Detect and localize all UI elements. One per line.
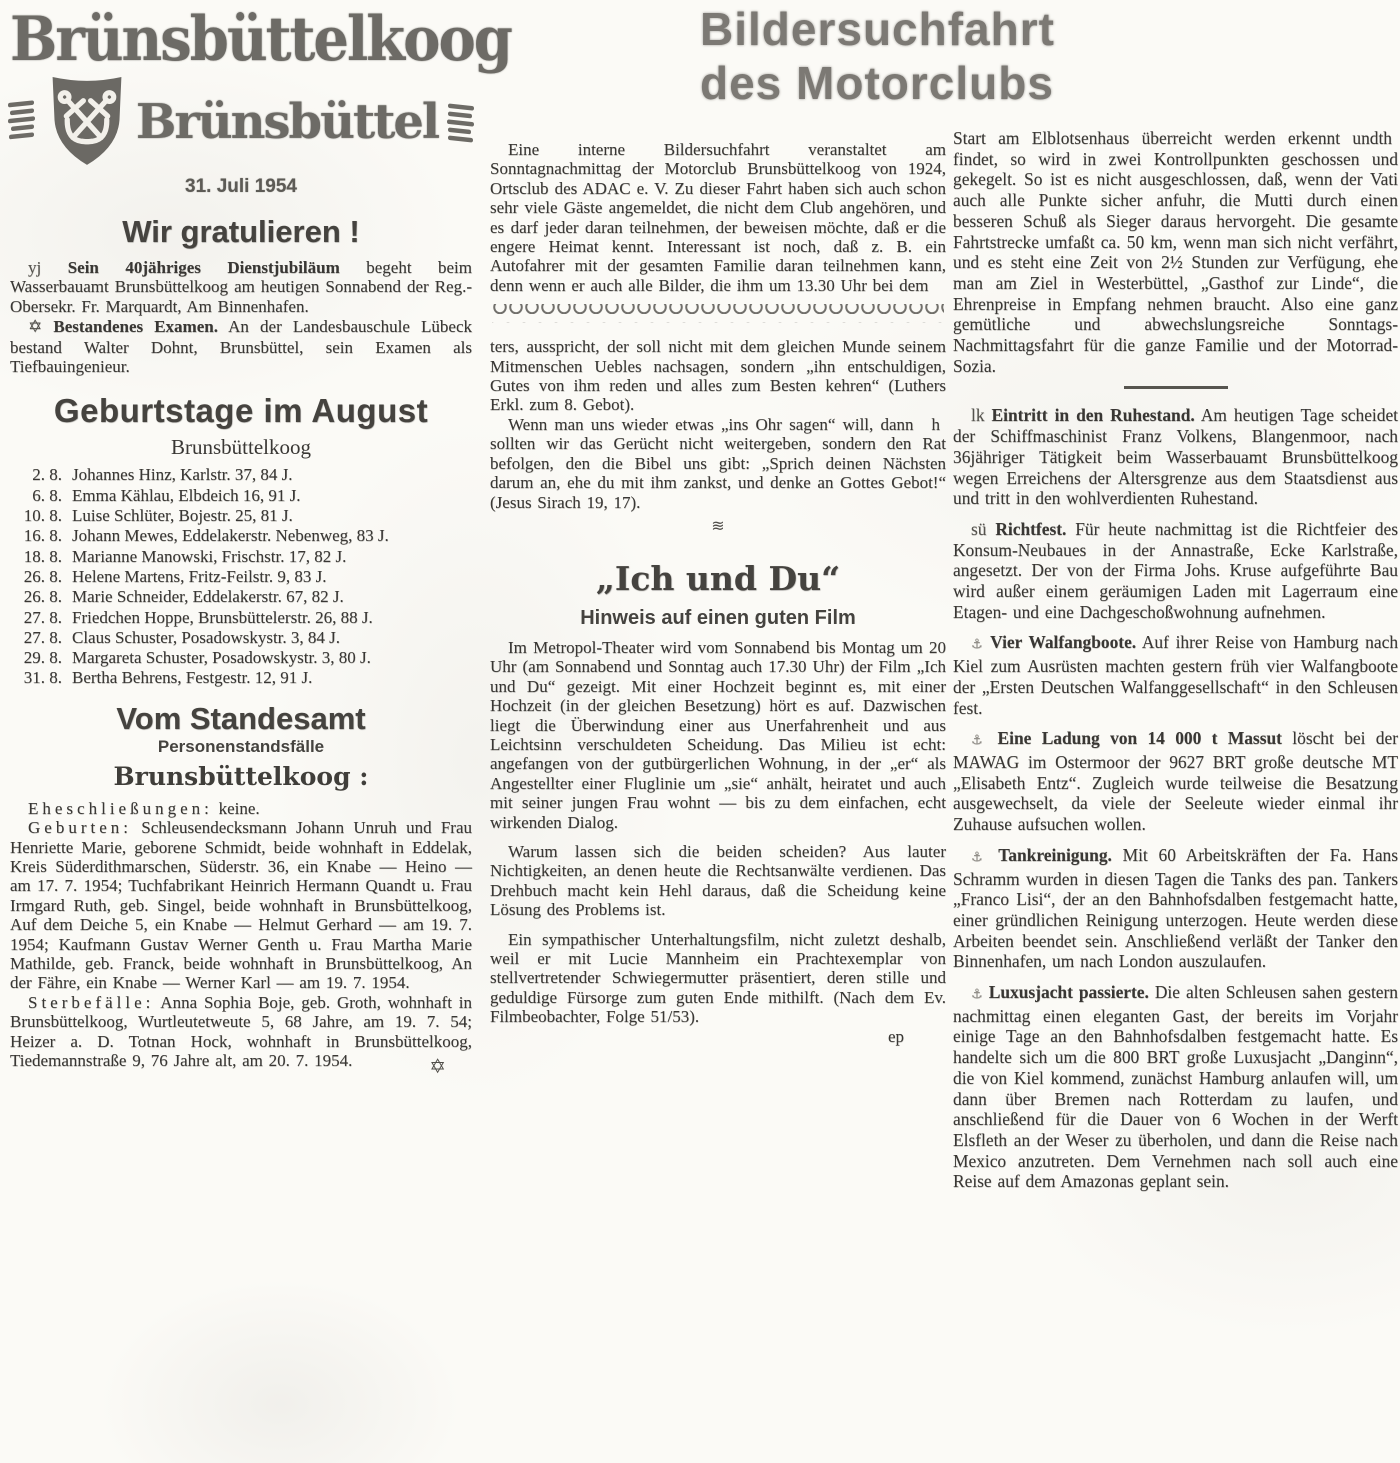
middle-column	[490, 0, 946, 1046]
list-item	[10, 506, 472, 526]
standesamt-place: Brunsbüttelkoog :	[113, 761, 369, 791]
birthday-list	[10, 465, 472, 688]
issue-date: 31. Juli 1954	[185, 176, 297, 197]
birthday-text: Bertha Behrens, Festgestr. 12, 91 J.	[72, 668, 313, 688]
news-item-tankreinigung	[953, 845, 1398, 972]
ship-siglum-icon: ⚓	[971, 733, 988, 749]
list-item	[10, 486, 472, 506]
list-item	[10, 668, 472, 688]
sterbe-text: Anna Sophia Boje, geb. Groth, wohnhaft in Brunsbüttelkoog, Wurtleutetweute 5, 68 Jahre, am 19. 7. 54; Heizer a. D. Totnan Hock, wohnhaft in Brunsbüttelkoog, Tiedemannstraße 9, 76 Jahre alt, am 20. 7. 1954.	[10, 992, 473, 1070]
list-item	[10, 526, 472, 546]
news-item-richtfest	[953, 519, 1398, 623]
section-heading-gratulieren: Wir gratulieren !	[122, 214, 360, 249]
main-headline-line1: Bildersuchfahrt	[700, 3, 1055, 55]
news-item-luxusjacht	[953, 982, 1398, 1192]
motorclub-continuation-paragraph	[953, 128, 1398, 376]
star-ornament-icon: ✡	[429, 1054, 446, 1079]
birthday-date: 10. 8.	[23, 506, 62, 526]
news-text: Für heute nachmittag ist die Richtfeier des Konsum-Neubaues in der Annastraße, Ecke Karlstraße, angesetzt. Der von der Firma Johs. Kruse aufgeführte Bau wird außer einem geräumigen Laden mit Lagerraum eine Etagen- und eine Dachgeschoßwohnung aufnehmen.	[953, 518, 1398, 622]
geburtstage-subheading: Brunsbüttelkoog	[171, 435, 311, 460]
correspondent-siglum: sü	[971, 518, 987, 539]
list-item	[10, 648, 472, 668]
birthday-date: 29. 8.	[23, 648, 62, 668]
news-item-ruhestand	[953, 405, 1398, 509]
birthday-text: Marianne Manowski, Frischstr. 17, 82 J.	[72, 546, 347, 566]
birthday-text: Margareta Schuster, Posadowskystr. 3, 80 J.	[72, 648, 371, 668]
correspondent-siglum: lk	[971, 405, 985, 426]
birthday-date: 27. 8.	[23, 607, 62, 627]
list-item	[10, 628, 472, 648]
birthday-date: 16. 8.	[23, 526, 62, 546]
news-text: Auf ihrer Reise von Hamburg nach Kiel zum Ausrüsten machten gestern früh vier Walfangboote der „Ersten Deutschen Walfanggesellschaft“ in den Schleusen fest.	[953, 632, 1399, 718]
sterbe-lead: Sterbefälle:	[28, 992, 155, 1012]
birthday-date: 6. 8.	[32, 485, 62, 505]
news-text: Die alten Schleusen sahen gestern nachmittag einen eleganten Gast, der bereits im Vorjahr einige Tage an den Bahnhofsdalben festgemacht hatte. Es handelte sich um die 800 BRT große Luxusjacht „Danginn“, die von Kiel kommend, zunächst Hamburg anlaufen will, um dann über Bremen nach Rotterdam zu laufen, und anschließend für die Dauer von 6 Wochen in der Werft Elsfleth an der Weser zu überholen, und dann die Reise nach Mexico anzutreten. Dem Vernehmen nach soll auch eine Reise auf dem Amazonas geplant sein.	[953, 982, 1399, 1192]
motorclub-paragraph-3	[490, 415, 946, 512]
birthday-date: 2. 8.	[32, 465, 62, 485]
list-item	[10, 567, 472, 587]
motorclub-text-3: Wenn man uns wieder etwas „ins Ohr sagen“ will, dann sollten wir das Gerücht nicht weitergeben, sondern den Rat befolgen, den die Bibel uns gibt: „Sprich deinen Nächsten darum an, ehe du mit ihm zankst, und denke an Gottes Gebot!“ (Jesus Sirach 19, 17).	[490, 414, 946, 512]
byline-h: h	[931, 414, 940, 434]
birthday-text: Friedchen Hoppe, Brunsbüttelerstr. 26, 88 J.	[72, 607, 373, 627]
gratulieren-text-2: An der Landesbauschule Lübeck bestand Walter Dohnt, Brunsbüttel, sein Examen als Tiefbauingenieur.	[10, 317, 473, 377]
news-lead: Richtfest.	[995, 518, 1067, 539]
news-lead: Vier Walfangboote.	[990, 632, 1137, 653]
news-item-massut	[953, 728, 1398, 835]
squiggle-ornament-icon: ≋	[711, 515, 725, 535]
birthday-text: Marie Schneider, Eddelakerstr. 67, 82 J.	[72, 587, 344, 607]
news-text: Am heutigen Tage scheidet der Schiffmaschinist Franz Volkens, Blangenmoor, nach 36jähriger Tätigkeit beim Wasserbauamt Brunsbüttelkoog wegen Erreichens der Altersgrenze aus dem Staatsdienst aus und tritt in den wohlverdienten Ruhestand.	[953, 405, 1399, 509]
masthead-title: Brünsbüttelkoog	[10, 3, 511, 75]
gratulieren-text-1: begeht beim Wasserbauamt Brunsbüttelkoog am heutigen Sonnabend der Reg.-Obersekr. Fr. Marquardt, Am Binnenhafen.	[10, 258, 473, 316]
film-subtitle: Hinweis auf einen guten Film	[580, 606, 856, 629]
standesamt-geburten-paragraph	[10, 818, 472, 993]
list-item	[10, 547, 472, 567]
birthday-date: 27. 8.	[23, 627, 62, 647]
left-column	[10, 0, 511, 1079]
correspondent-siglum: yj	[28, 258, 42, 277]
gratulieren-lead-1: Sein 40jähriges Dienstjubiläum	[67, 258, 340, 277]
birthday-date: 26. 8.	[23, 566, 62, 586]
news-lead: Eintritt in den Ruhestand.	[991, 405, 1195, 426]
standesamt-ehe-paragraph	[10, 799, 472, 818]
birthday-text: Claus Schuster, Posadowskystr. 3, 84 J.	[72, 627, 341, 647]
birthday-text: Emma Kählau, Elbdeich 16, 91 J.	[72, 485, 301, 505]
star-ornament-icon: ✡	[28, 317, 43, 338]
birthday-date: 26. 8.	[23, 587, 62, 607]
news-lead: Eine Ladung von 14 000 t Massut	[997, 728, 1282, 749]
gratulieren-paragraph-2	[10, 317, 472, 376]
list-item	[10, 587, 472, 607]
birthday-date: 31. 8.	[23, 668, 62, 688]
film-paragraph-2: Warum lassen sich die beiden scheiden? Aus lauter Nichtigkeiten, an denen heute die Rechtsanwälte verdienen. Das Drehbuch macht kein Hehl daraus, daß die Scheidung keine Lösung des Problems ist.	[490, 841, 946, 920]
ehe-lead: Eheschließungen:	[28, 798, 213, 818]
right-column	[953, 0, 1398, 1192]
gratulieren-lead-2: Bestandenes Examen.	[53, 317, 218, 337]
standesamt-subheading: Personenstandsfälle	[157, 736, 325, 756]
geburten-lead: Geburten:	[28, 818, 132, 838]
ship-siglum-icon: ⚓	[971, 987, 983, 1003]
byline-ep: ep	[887, 1026, 904, 1046]
list-item	[10, 465, 472, 485]
birthday-text: Johann Mewes, Eddelakerstr. Nebenweg, 83 J.	[72, 526, 389, 546]
wave-divider	[492, 304, 944, 323]
gratulieren-paragraph-1	[10, 258, 472, 316]
section-heading-standesamt: Vom Standesamt	[116, 700, 366, 736]
section-heading-geburtstage: Geburtstage im August	[53, 392, 429, 430]
fringe-right-icon	[444, 97, 474, 148]
film-title: „Ich und Du“	[595, 558, 841, 598]
byline-th: th	[1378, 128, 1392, 148]
geburten-text: Schleusendecksmann Johann Unruh und Frau Henriette Marie, geborene Schmidt, beide wohnhaft in Eddelak, Kreis Süderdithmarschen, Süderstr. 36, ein Knabe — Heino — am 17. 7. 1954; Tuchfabrikant Heinrich Hermann Quandt u. Frau Irmgard Ruth, geb. Singel, beide wohnhaft in Brunsbüttelkoog, Auf dem Deiche 5, ein Knabe — Helmut Gerhard — am 19. 7. 1954; Kaufmann Gustav Werner Genth u. Frau Martha Marie Mathilde, geb. Franck, beide wohnhaft in Brunsbüttelkoog, An der Fähre, ein Knabe — Werner Karl — am 19. 7. 1954.	[10, 818, 473, 993]
section-rule	[1124, 386, 1228, 389]
news-text: Mit 60 Arbeitskräften der Fa. Hans Schramm wurden in diesen Tagen die Tanks des pan. Tankers „Franco Lisi“, der an den Bahnhofsdalben festgemacht hatte, einer gründlichen Reinigung unterzogen. Heute werden diese Arbeiten beendet sein. Anschließend verläßt der Tanker den Binnenhafen, um nach London auszulaufen.	[953, 844, 1399, 972]
motorclub-continuation-text: Start am Elblotsenhaus überreicht werden erkennt und findet, so wird in zwei Kontrollpunkten geschossen und gekegelt. So ist es nicht ausgeschlossen, daß, wenn der Vati auch alle Punkte sicher anfuhr, die Mutti durch einen besseren Schuß als Sieger daraus hervorgeht. Die gesamte Fahrtstrecke umfaßt ca. 50 km, wenn man sich nicht verfährt, und es steht eine Zeit von 2½ Stunden zur Verfügung, ehe man am Ziel in Westerbüttel, „Gasthof zur Linde“, die Ehrenpreise in Empfang nehmen braucht. Also eine ganz gemütliche und abwechslungsreiche Sonntags-Nachmittagsfahrt für die ganze Familie und der Motorrad-Sozia.	[953, 128, 1398, 376]
news-lead: Luxusjacht passierte.	[988, 982, 1149, 1003]
news-lead: Tankreinigung.	[998, 844, 1112, 865]
ship-siglum-icon: ⚓	[971, 849, 988, 865]
film-paragraph-3: Ein sympathischer Unterhaltungsfilm, nicht zuletzt deshalb, weil er mit Lucie Mannheim ein Prachtexemplar von stellvertretender Schwiegermutter präsentiert, deren stille und geduldige Fürsorge zum guten Ende mithilft. (Nach dem Ev. Filmbeobachter, Folge 51/53).	[490, 929, 946, 1027]
film-paragraph-1: Im Metropol-Theater wird vom Sonnabend bis Montag um 20 Uhr (am Sonnabend und Sonntag auch 17.30 Uhr) der Film „Ich und Du“ gezeigt. Mit einer Hochzeit beginnt es, mit einer Hochzeit (in der gleichen Besetzung) hört es auf. Dazwischen liegt die Überwindung einer aus Unerfahrenheit und aus Leichtsinn verschuldeten Scheidung. Das Milieu ist echt: angefangen von der gutbürgerlichen Wohnung, in der „er“ als Angestellter einer Fluglinie um „sie“ anhält, heiratet und auch mit seiner jungen Frau wohnt — bis zu dem einfachen, echt wirkenden Dialog.	[490, 637, 946, 832]
ship-siglum-icon: ⚓	[971, 637, 984, 653]
motorclub-paragraph-2: ters, ausspricht, der soll nicht mit dem gleichen Munde seinem Mitmenschen Uebles nachsagen, sondern „ihn entschuldigen, Gutes von ihm reden und alles zum Besten kehren“ (Luthers Erkl. zum 8. Gebot).	[490, 337, 946, 415]
crest-shield-icon	[44, 72, 130, 173]
birthday-text: Helene Martens, Fritz-Feilstr. 9, 83 J.	[72, 566, 327, 586]
fringe-left-icon	[8, 97, 38, 148]
birthday-date: 18. 8.	[23, 546, 62, 566]
masthead-subtitle: Brünsbüttel	[135, 94, 439, 150]
motorclub-paragraph-1: Eine interne Bildersuchfahrt veranstaltet am Sonntagnachmittag der Motorclub Brunsbüttelkoog von 1924, Ortsclub des ADAC e. V. Zu dieser Fahrt haben sich auch schon sehr viele Gäste angemeldet, die nicht dem Club angehören, und es darf jeder daran teilnehmen, der beweisen möchte, daß er die engere Heimat kennt. Interessant ist noch, daß z. B. ein Autofahrer mit der gesamten Familie daran teilnehmen kann, denn wenn er auch alle Bilder, die ihm um 13.30 Uhr bei dem	[490, 140, 946, 295]
news-text: löscht bei der MAWAG im Ostermoor der 9627 BRT große deutsche MT „Elisabeth Entz“. Zugleich wurde teilweise die Besatzung ausgewechselt, da viele der Seeleute wieder einmal ihr Zuhause aufsuchen wollen.	[953, 728, 1398, 835]
main-headline-line2: des Motorclubs	[700, 57, 1054, 109]
birthday-text: Johannes Hinz, Karlstr. 37, 84 J.	[72, 465, 293, 485]
news-item-walfangboote	[953, 632, 1398, 718]
ehe-text: keine.	[218, 798, 260, 818]
masthead-row	[10, 72, 472, 172]
list-item	[10, 608, 472, 628]
birthday-text: Luise Schlüter, Bojestr. 25, 81 J.	[72, 506, 293, 526]
